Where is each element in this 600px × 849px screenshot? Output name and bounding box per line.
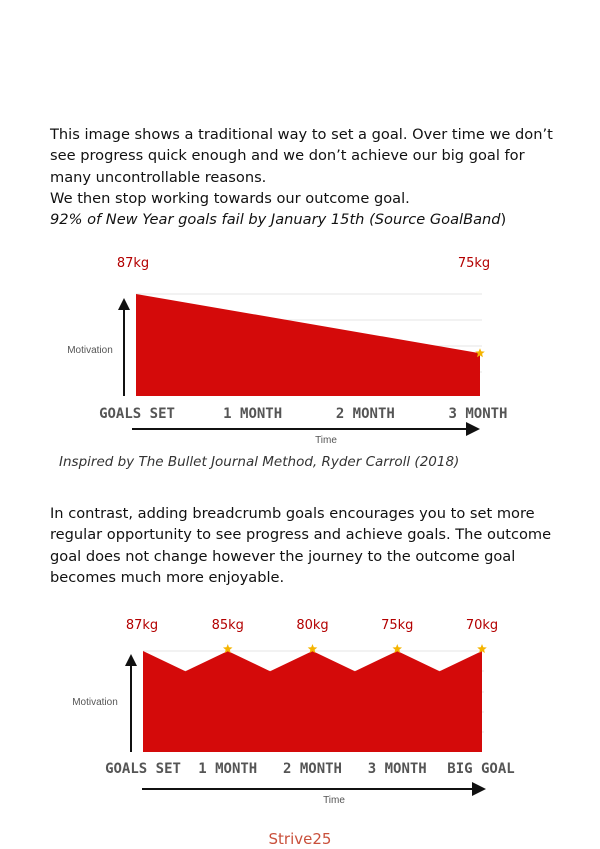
x-tick-label: 1 MONTH: [198, 761, 258, 777]
intro-line: see progress quick enough and we don’t achieve our big goal for: [50, 147, 525, 165]
x-axis-label: Time: [323, 795, 345, 806]
x-tick-label: 3 MONTH: [367, 761, 427, 777]
intro-paragraph: [50, 124, 553, 230]
weight-label: 87kg: [116, 256, 150, 271]
weight-label: 80kg: [296, 618, 329, 633]
chart-traditional-goal: [0, 248, 600, 443]
weight-label: 70kg: [465, 618, 499, 633]
x-axis-arrow: [466, 422, 480, 436]
stat-line: [50, 209, 550, 230]
x-axis-label: Time: [315, 435, 337, 443]
x-tick-label: 2 MONTH: [335, 406, 395, 422]
weight-label: 85kg: [211, 618, 244, 633]
y-axis-label: Motivation: [67, 345, 113, 356]
x-tick-label: 2 MONTH: [282, 761, 343, 777]
x-tick-label: GOALS SET: [105, 761, 181, 777]
chart-breadcrumb-goals: [0, 608, 600, 806]
stat-close: ): [500, 211, 507, 229]
weight-label: 75kg: [381, 618, 414, 633]
x-axis-arrow: [472, 782, 486, 796]
contrast-paragraph: [50, 503, 550, 588]
intro-line: This image shows a traditional way to set a goal. Over time we don’t: [50, 126, 553, 143]
intro-line: We then stop working towards our outcome goal.: [50, 189, 410, 207]
footer-brand: Strive25: [268, 830, 332, 848]
weight-label: 75kg: [457, 256, 491, 271]
contrast-line: In contrast, adding breadcrumb goals encourages you to set more: [50, 505, 535, 522]
x-tick-label: 1 MONTH: [223, 406, 283, 422]
motivation-area: [143, 651, 482, 752]
y-axis-label: Motivation: [72, 697, 118, 708]
x-tick-label: 3 MONTH: [448, 406, 508, 422]
motivation-area: [136, 294, 480, 396]
contrast-line: becomes much more enjoyable.: [50, 568, 285, 586]
x-tick-label: BIG GOAL: [447, 761, 515, 777]
x-tick-label: GOALS SET: [99, 406, 175, 422]
weight-label: 87kg: [125, 618, 159, 633]
caption-inspired-by: Inspired by The Bullet Journal Method, Ryder Carroll (2018): [59, 454, 460, 470]
y-axis-arrow: [118, 298, 130, 310]
contrast-line: regular opportunity to see progress and achieve goals. The outcome: [50, 526, 552, 544]
stat-italic: 92% of New Year goals fail by January 15th (Source GoalBand: [50, 211, 501, 229]
intro-line: many uncontrollable reasons.: [50, 168, 267, 186]
y-axis-arrow: [125, 654, 137, 666]
contrast-line: goal does not change however the journey to the outcome goal: [50, 547, 516, 565]
